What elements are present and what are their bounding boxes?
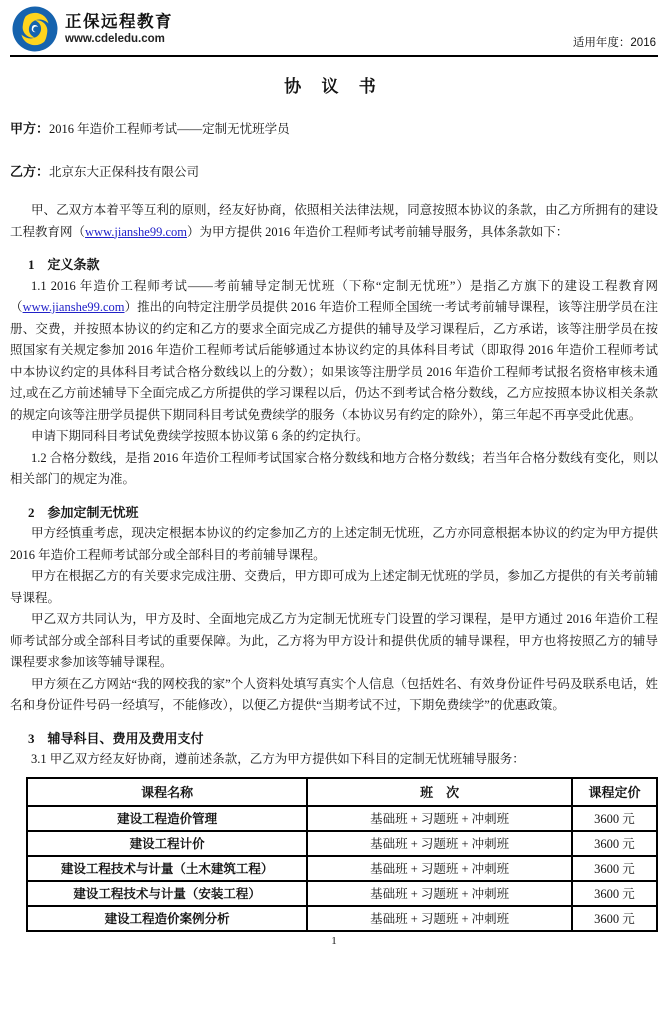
party-a-label: 甲方： xyxy=(10,121,50,136)
price-cell: 3600 元 xyxy=(572,906,657,931)
brand-logo-icon xyxy=(12,6,58,52)
section2-paragraph-2: 甲方在根据乙方的有关要求完成注册、交费后，甲方即可成为上述定制无忧班的学员，参加乙方提供的有关考前辅导课程。 xyxy=(10,569,658,605)
brand-block xyxy=(10,6,173,52)
classes-cell: 基础班 + 习题班 + 冲刺班 xyxy=(307,806,572,831)
section2-paragraph-1: 甲方经慎重考虑，现决定根据本协议的约定参加乙方的上述定制无忧班，乙方亦同意根据本协议的约定为甲方提供 2016 年造价工程师考试部分或全部科目的考前辅导课程。 xyxy=(10,526,658,562)
classes-cell: 基础班 + 习题班 + 冲刺班 xyxy=(307,831,572,856)
clause-renewal-paragraph: 申请下期同科目考试免费续学按照本协议第 6 条的约定执行。 xyxy=(31,429,369,443)
brand-text xyxy=(65,13,173,45)
party-b-value: 北京东大正保科技有限公司 xyxy=(49,165,200,179)
applicable-year-label: 适用年度：2016 xyxy=(572,37,656,49)
intro-text-before: 甲、乙双方本着平等互利的原则，经友好协商，依照相关法律法规，同意按照本协议的条款，由乙方所拥有的建设工程教育网（ xyxy=(10,203,658,239)
price-cell: 3600 元 xyxy=(572,856,657,881)
page-title: 协 议 书 xyxy=(284,77,384,96)
price-cell: 3600 元 xyxy=(572,806,657,831)
brand-website: www.cdeledu.com xyxy=(65,32,165,45)
course-name-cell: 建设工程造价管理 xyxy=(27,806,307,831)
intro-paragraph xyxy=(10,200,658,243)
jianshe99-link-2[interactable]: www.jianshe99.com xyxy=(22,300,125,314)
header xyxy=(10,6,658,52)
course-name-cell: 建设工程造价案例分析 xyxy=(27,906,307,931)
intro-text-after: ）为甲方提供 2016 年造价工程师考试考前辅导服务，具体条款如下： xyxy=(186,224,569,239)
clause-3-1-paragraph: 3.1 甲乙双方经友好协商，遵前述条款，乙方为甲方提供如下科目的定制无忧班辅导服务： xyxy=(31,752,525,766)
section2-paragraph-4: 甲方须在乙方网站“我的网校我的家”个人资料处填写真实个人信息（包括姓名、有效身份证件号码及联系电话，姓名和身份证件号码一经填写，不能修改），以便乙方提供“当期考试不过，下期免费续学”的优惠政策。 xyxy=(10,676,658,712)
section2-paragraph-3: 甲乙双方共同认为，甲方及时、全面地完成乙方为定制无忧班专门设置的学习课程，是甲方通过 2016 年造价工程师考试部分或全部科目考试的重要保障。为此，乙方将为甲方设计和提供优质的辅导课程，甲方也将按照乙方的辅导课程要求参加该等辅导课程。 xyxy=(10,612,658,669)
header-divider xyxy=(10,55,658,57)
jianshe99-link[interactable]: www.jianshe99.com xyxy=(85,224,187,239)
table-row xyxy=(27,881,657,906)
course-name-cell: 建设工程技术与计量（土木建筑工程） xyxy=(27,856,307,881)
table-row xyxy=(27,806,657,831)
clause-1-1-after: ）推出的向特定注册学员提供 2016 年造价工程师全国统一考试考前辅导课程，该等注册学员在注册、交费，并按照本协议的约定和乙方的要求全面完成乙方提供的辅导及学习课程后，乙方承诺，该等注册学员在按照国家有关规定参加 2016 年造价工程师考试后能够通过本协议约定的具体科目考试（即取得 2016 年造价工程师考试中本协议约定的具体科目考试合格分数线以上的分数）；如果该等注册学员 2016 年造价工程师考试报名资格审核未通过,或在乙方前述辅导下全面完成乙方所提供的学习课程以后，仍达不到考试合格分数线，乙方应按照本协议相关条款的规定向该等注册学员提供下期同科目考试免费续学的服务（本协议另有约定的除外），第三年起不再享受此优惠。 xyxy=(10,300,658,422)
price-cell: 3600 元 xyxy=(572,831,657,856)
clause-1-1-paragraph xyxy=(10,276,658,427)
party-a-value: 2016 年造价工程师考试——定制无忧班学员 xyxy=(49,122,290,136)
column-header-course: 课程名称 xyxy=(27,778,307,806)
party-b-label: 乙方： xyxy=(10,164,50,179)
brand-name: 正保远程教育 xyxy=(65,13,173,32)
price-cell: 3600 元 xyxy=(572,881,657,906)
clause-1-2-paragraph: 1.2 合格分数线，是指 2016 年造价工程师考试国家合格分数线和地方合格分数线；若当年合格分数线有变化，则以相关部门的规定为准。 xyxy=(10,450,658,486)
table-header-row xyxy=(27,778,657,806)
party-b-line xyxy=(10,161,658,183)
classes-cell: 基础班 + 习题班 + 冲刺班 xyxy=(307,856,572,881)
party-a-line xyxy=(10,118,658,140)
course-table xyxy=(26,777,658,932)
course-name-cell: 建设工程计价 xyxy=(27,831,307,856)
classes-cell: 基础班 + 习题班 + 冲刺班 xyxy=(307,881,572,906)
column-header-price: 课程定价 xyxy=(572,778,657,806)
table-row xyxy=(27,906,657,931)
section3-heading: 3 辅导科目、费用及费用支付 xyxy=(28,730,204,746)
section1-heading: 1 定义条款 xyxy=(28,257,100,272)
page-number: 1 xyxy=(331,934,337,947)
column-header-classes: 班 次 xyxy=(307,778,572,806)
table-row xyxy=(27,831,657,856)
clause-1-1-before: 1.1 2016 年造价工程师考试——考前辅导定制无忧班（下称“定制无忧班”）是指乙方旗下的建设工程教育网（ xyxy=(10,278,658,314)
course-name-cell: 建设工程技术与计量（安装工程） xyxy=(27,881,307,906)
classes-cell: 基础班 + 习题班 + 冲刺班 xyxy=(307,906,572,931)
table-row xyxy=(27,856,657,881)
section2-heading: 2 参加定制无忧班 xyxy=(28,504,139,520)
